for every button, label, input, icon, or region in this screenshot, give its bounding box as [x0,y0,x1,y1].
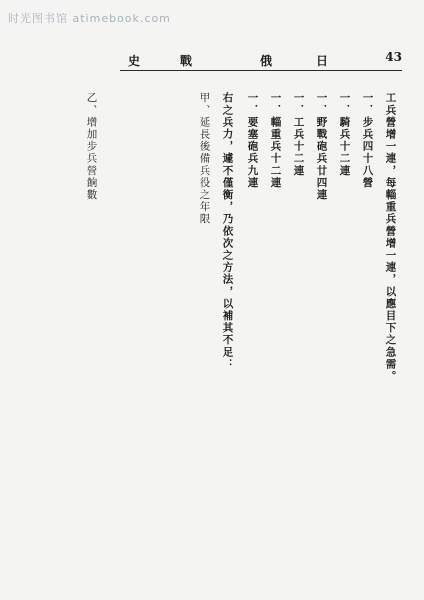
header-char: 俄 [260,54,273,68]
watermark: 时光图书馆 atimebook.com [8,12,171,25]
header-char: 史 [128,54,141,68]
text-column: 一．野戰砲兵廿四連 [315,92,328,201]
header-char: 日 [316,54,329,68]
text-column: 乙、增加步兵營餉數 [85,92,98,201]
text-column: 一．輜重兵十二連 [269,92,282,189]
text-column: 工兵營增一連，每輜重兵營增一連，以應目下之急需。 [384,92,397,383]
text-column: 右之兵力，遽不僅衡，乃依次之方法，以補其不足： [221,92,234,371]
text-column: 一．要塞砲兵九連 [246,92,259,189]
text-column: 甲、延長後備兵役之年限 [198,92,211,226]
text-column: 一．步兵四十八營 [361,92,374,189]
header-char: 戰 [180,54,193,68]
page-number: 43 [385,50,402,64]
text-column: 一．騎兵十二連 [338,92,351,177]
page-header [120,50,402,71]
text-column: 一．工兵十二連 [292,92,305,177]
